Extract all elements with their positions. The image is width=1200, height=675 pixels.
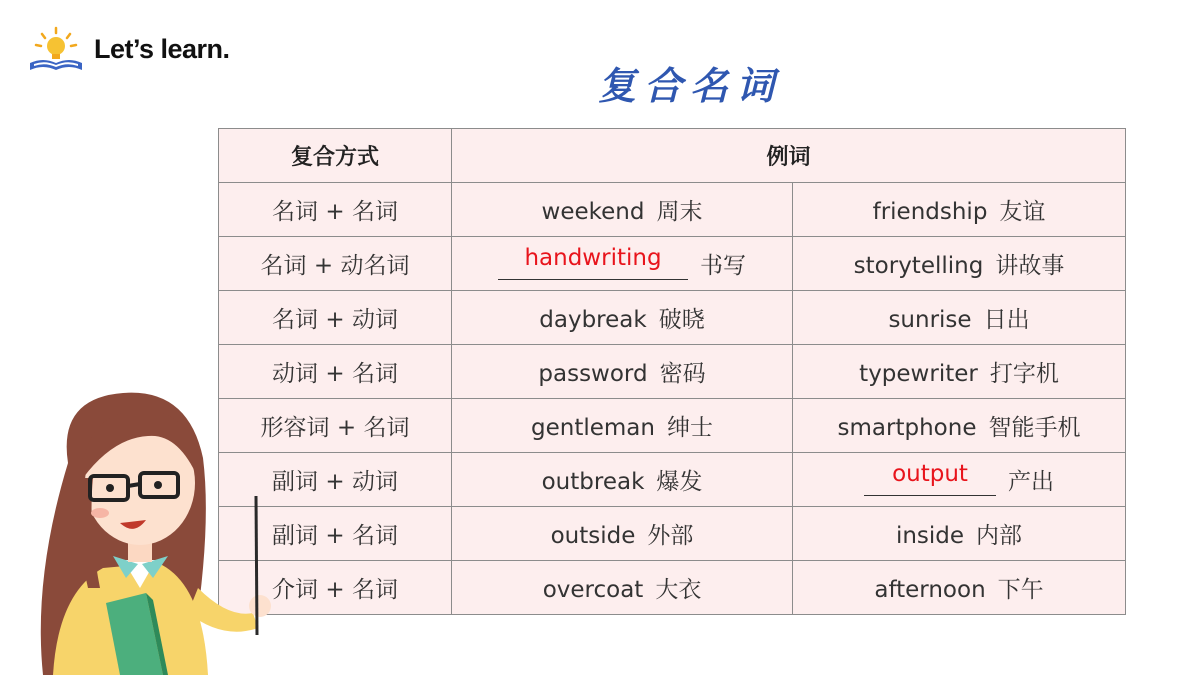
example-meaning: 大衣 <box>655 577 702 603</box>
teacher-illustration <box>28 388 288 675</box>
example-meaning: 密码 <box>659 361 706 387</box>
example-meaning: 内部 <box>976 523 1023 549</box>
table-row <box>219 183 1126 237</box>
table-row <box>219 561 1126 615</box>
example-word: overcoat <box>542 577 644 603</box>
example-meaning: 绅士 <box>666 415 713 441</box>
example-cell <box>793 399 1126 453</box>
table-header-row <box>219 129 1126 183</box>
answer-word: handwriting <box>524 245 662 271</box>
answer-word: output <box>892 461 968 487</box>
example-cell <box>452 399 793 453</box>
example-cell <box>793 183 1126 237</box>
example-meaning: 书写 <box>700 253 746 279</box>
example-cell <box>452 507 793 561</box>
method-cell: 名词 + 动词 <box>219 291 452 345</box>
table-row <box>219 345 1126 399</box>
table-row <box>219 237 1126 291</box>
example-meaning: 友谊 <box>999 199 1046 225</box>
example-word: storytelling <box>853 253 984 279</box>
example-cell <box>452 237 793 291</box>
page-title: 复合名词 <box>598 63 783 108</box>
compound-noun-table <box>218 128 1126 615</box>
example-meaning: 破晓 <box>658 307 705 333</box>
table-row <box>219 507 1126 561</box>
example-word: weekend <box>541 199 645 225</box>
example-word: gentleman <box>531 415 655 441</box>
example-word: typewriter <box>859 361 978 387</box>
example-cell <box>452 183 793 237</box>
method-cell: 名词 + 名词 <box>219 183 452 237</box>
example-cell <box>793 453 1126 507</box>
example-word: afternoon <box>874 577 986 603</box>
example-meaning: 智能手机 <box>988 415 1081 441</box>
example-word: sunrise <box>888 307 972 333</box>
example-word: outside <box>550 523 636 549</box>
example-cell <box>452 453 793 507</box>
example-cell <box>793 237 1126 291</box>
header-title: Let’s learn. <box>94 34 230 64</box>
lightbulb-book-icon <box>28 26 84 74</box>
example-cell <box>793 507 1126 561</box>
example-cell <box>452 291 793 345</box>
example-cell <box>452 561 793 615</box>
example-word: inside <box>895 523 965 549</box>
example-cell <box>793 561 1126 615</box>
table-row <box>219 291 1126 345</box>
example-meaning: 爆发 <box>656 469 703 495</box>
example-word: outbreak <box>541 469 645 495</box>
method-cell: 动词 + 名词 <box>219 345 452 399</box>
example-cell <box>452 345 793 399</box>
example-cell <box>793 345 1126 399</box>
example-meaning: 打字机 <box>989 361 1059 387</box>
example-word: smartphone <box>837 415 977 441</box>
method-cell: 副词 + 名词 <box>219 507 452 561</box>
example-word: daybreak <box>539 307 647 333</box>
example-meaning: 周末 <box>656 199 703 225</box>
example-meaning: 讲故事 <box>995 253 1065 279</box>
header-method: 复合方式 <box>219 129 452 183</box>
table-row <box>219 399 1126 453</box>
method-cell: 形容词 + 名词 <box>219 399 452 453</box>
example-meaning: 外部 <box>647 523 694 549</box>
example-meaning: 产出 <box>1008 469 1054 495</box>
answer-blank <box>498 245 688 280</box>
example-word: friendship <box>872 199 988 225</box>
method-cell: 介词 + 名词 <box>219 561 452 615</box>
example-word: password <box>538 361 648 387</box>
example-meaning: 日出 <box>983 307 1030 333</box>
method-cell: 名词 + 动名词 <box>219 237 452 291</box>
answer-blank <box>864 461 996 496</box>
table-row <box>219 453 1126 507</box>
example-cell <box>793 291 1126 345</box>
header-examples: 例词 <box>452 129 1126 183</box>
example-meaning: 下午 <box>997 577 1044 603</box>
method-cell: 副词 + 动词 <box>219 453 452 507</box>
